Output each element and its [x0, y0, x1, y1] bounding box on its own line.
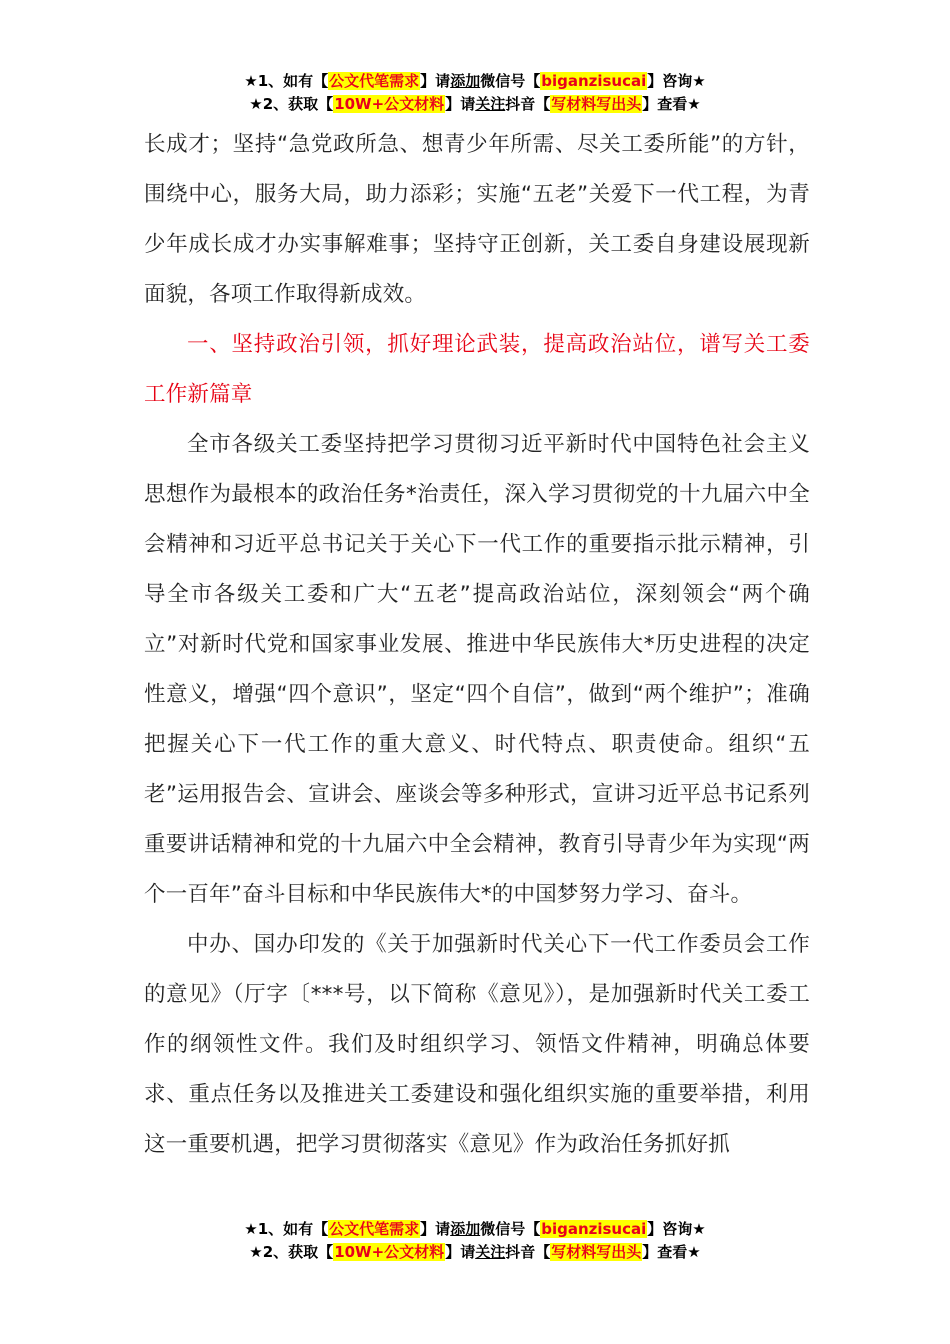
banner-text: 微信号【	[480, 1220, 541, 1238]
banner-highlight: 写材料写出头	[551, 95, 642, 113]
banner-text: 抖音【	[505, 1243, 551, 1261]
banner-text: ★2、获取【	[249, 1243, 334, 1261]
banner-text: 】请	[445, 95, 476, 113]
banner-line-2	[0, 93, 950, 116]
banner-text: 添加	[450, 72, 481, 90]
banner-highlight: biganzisucai	[541, 72, 647, 90]
footer-banner	[0, 1218, 950, 1264]
banner-highlight: 公文代笔需求	[329, 72, 420, 90]
banner-text: 关注	[475, 95, 506, 113]
banner-line-1	[0, 1218, 950, 1241]
banner-highlight: 公文代笔需求	[329, 1220, 420, 1238]
header-banner	[0, 70, 950, 116]
banner-text: 】查看★	[642, 1243, 701, 1261]
banner-text: 】查看★	[642, 95, 701, 113]
paragraph: 全市各级关工委坚持把学习贯彻习近平新时代中国特色社会主义思想作为最根本的政治任务*治责任，深入学习贯彻党的十九届六中全会精神和习近平总书记关于关心下一代工作的重要指示批示精神，引导全市各级关工委和广大“五老”提高政治站位，深刻领会“两个确立”对新时代党和国家事业发展、推进中华民族伟大*历史进程的决定性意义，增强“四个意识”，坚定“四个自信”，做到“两个维护”；准确把握关心下一代工作的重大意义、时代特点、职责使命。组织“五老”运用报告会、宣讲会、座谈会等多种形式，宣讲习近平总书记系列重要讲话精神和党的十九届六中全会精神，教育引导青少年为实现“两个一百年”奋斗目标和中华民族伟大*的中国梦努力学习、奋斗。	[144, 432, 810, 907]
banner-text: 添加	[450, 1220, 481, 1238]
banner-highlight: biganzisucai	[541, 1220, 647, 1238]
banner-highlight: 10W+公文材料	[334, 95, 445, 113]
paragraph: 中办、国办印发的《关于加强新时代关心下一代工作委员会工作的意见》（厅字〔***号，以下简称《意见》），是加强新时代关工委工作的纲领性文件。我们及时组织学习、领悟文件精神，明确总体要求、重点任务以及推进关工委建设和强化组织实施的重要举措，利用这一重要机遇，把学习贯彻落实《意见》作为政治任务抓好抓	[144, 932, 810, 1157]
banner-text: ★2、获取【	[249, 95, 334, 113]
banner-text: 微信号【	[480, 72, 541, 90]
paragraph: 长成才；坚持“急党政所急、想青少年所需、尽关工委所能”的方针，围绕中心，服务大局，助力添彩；实施“五老”关爱下一代工程，为青少年成长成才办实事解难事；坚持守正创新，关工委自身建设展现新面貌，各项工作取得新成效。	[144, 132, 810, 307]
banner-text: 抖音【	[505, 95, 551, 113]
banner-highlight: 10W+公文材料	[334, 1243, 445, 1261]
banner-text: 】咨询★	[647, 72, 706, 90]
section-heading: 一、坚持政治引领，抓好理论武装，提高政治站位，谱写关工委工作新篇章	[144, 332, 810, 407]
banner-highlight: 写材料写出头	[551, 1243, 642, 1261]
document-body	[144, 120, 810, 1170]
banner-text: 关注	[475, 1243, 506, 1261]
banner-text: 】请	[420, 1220, 451, 1238]
banner-text: 】咨询★	[647, 1220, 706, 1238]
banner-text: 】请	[420, 72, 451, 90]
banner-line-1	[0, 70, 950, 93]
banner-text: ★1、如有【	[244, 72, 329, 90]
banner-text: 】请	[445, 1243, 476, 1261]
banner-line-2	[0, 1241, 950, 1264]
banner-text: ★1、如有【	[244, 1220, 329, 1238]
